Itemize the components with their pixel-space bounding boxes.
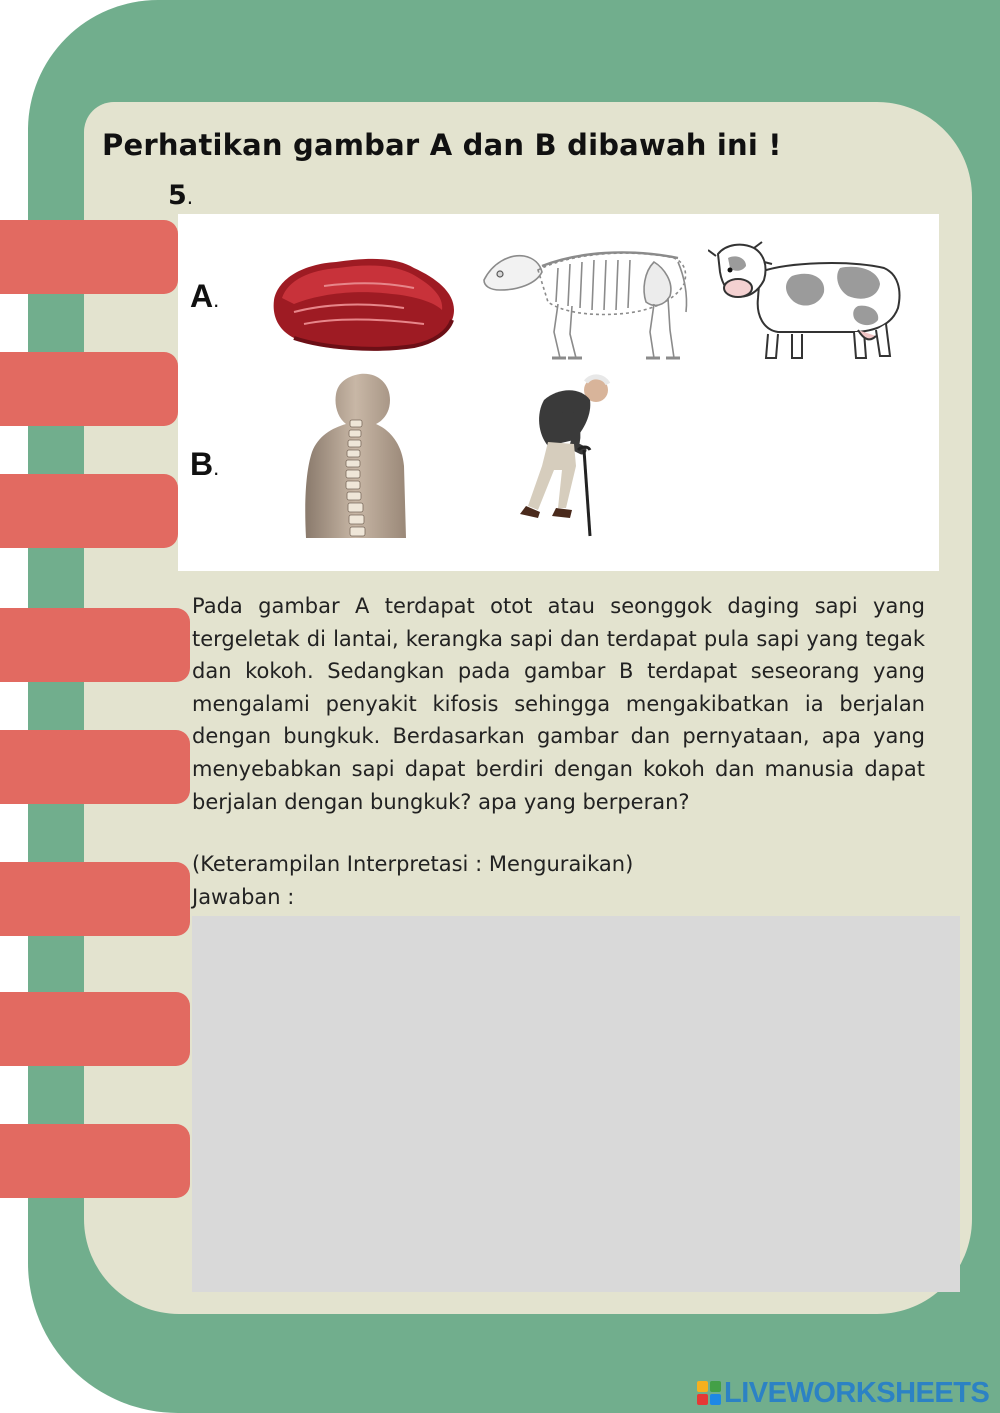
figure-panel: [178, 214, 939, 571]
beef-meat-image: [264, 242, 460, 354]
liveworksheets-wordmark: LIVEWORKSHEETS: [724, 1376, 990, 1409]
question-number: 5.: [168, 180, 194, 211]
binder-tab: [0, 1124, 190, 1198]
binder-tab: [0, 220, 178, 294]
answer-input[interactable]: [192, 916, 960, 1292]
page-title: Perhatikan gambar A dan B dibawah ini !: [102, 128, 782, 162]
question-text: Pada gambar A terdapat otot atau seonggok daging sapi yang tergeletak di lantai, kerangka sapi dan terdapat pula sapi yang tegak dan kokoh. Sedangkan pada gambar B terdapat seseorang yang mengalami penyakit kifosis sehingga mengakibatkan ia berjalan dengan bungkuk. Berdasarkan gambar dan pernyataan, apa yang menyebabkan sapi dapat berdiri dengan kokoh dan manusia dapat berjalan dengan bungkuk? apa yang berperan?: [192, 594, 925, 814]
skill-label: (Keterampilan Interpretasi : Menguraikan): [192, 852, 634, 876]
row-a-label: A.: [190, 278, 220, 314]
cow-skeleton-image: [478, 232, 692, 364]
row-b-label: B.: [190, 446, 220, 482]
binder-tab: [0, 474, 178, 548]
binder-tab: [0, 352, 178, 426]
human-spine-image: [298, 370, 408, 540]
liveworksheets-logo-icon: [696, 1380, 722, 1406]
binder-tab: [0, 730, 190, 804]
binder-tab: [0, 608, 190, 682]
liveworksheets-brand: [696, 1377, 989, 1409]
hunched-elderly-man-image: [504, 370, 624, 542]
standing-cow-image: [708, 232, 908, 364]
answer-label: Jawaban :: [192, 885, 295, 909]
binder-tab: [0, 992, 190, 1066]
binder-tab: [0, 862, 190, 936]
